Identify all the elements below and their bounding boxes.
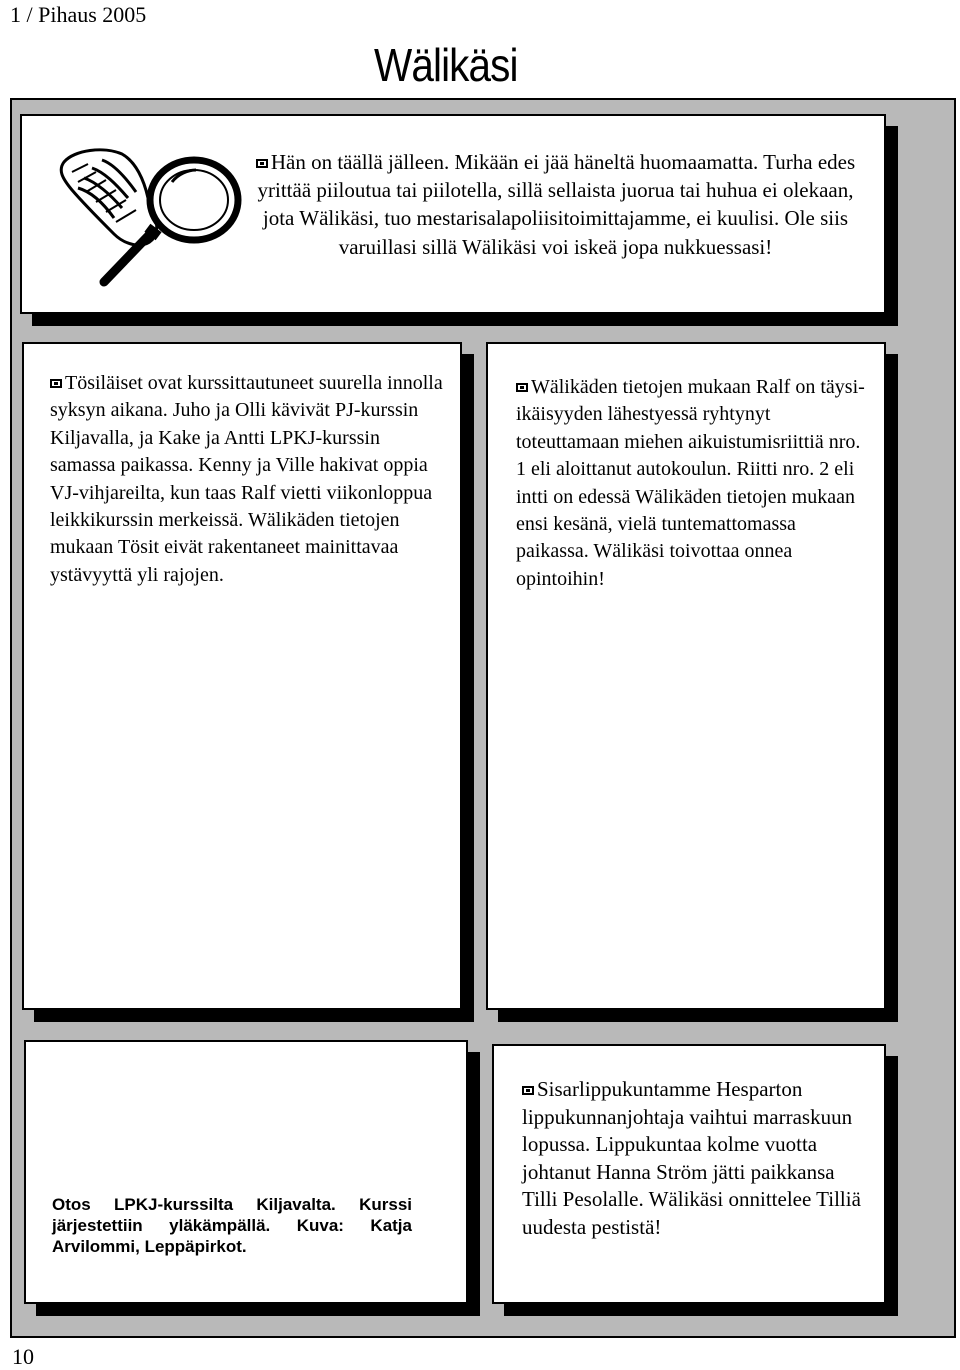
square-bullet-icon	[516, 383, 528, 392]
issue-label: 1 / Pihaus 2005	[10, 2, 147, 27]
square-bullet-icon	[50, 379, 62, 388]
square-bullet-icon	[256, 159, 268, 168]
hesparto-text: Sisarlippukuntamme Hesparton lippukunnanjohtaja vaihtui marraskuun lopussa. Lippukuntaa kolme vuotta johtanut Hanna Ström jätti paikkansa Tilli Pesolalle. Wälikäsi onnittelee Tilliä uudesta pestistä!	[522, 1077, 861, 1239]
page-number: 10	[12, 1344, 34, 1369]
hand-magnifier-icon	[44, 132, 254, 292]
photo-box	[24, 1040, 468, 1304]
ralf-text: Wälikäden tietojen mukaan Ralf on täysi-ikäisyyden lähestyessä ryhtynyt toteuttamaan miehen aikuistumisriittiä nro. 1 eli aloittanut autokoulun. Riitti nro. 2 eli intti on edessä Wälikäden tietojen mukaan ensi kesänä, vielä tuntemattomassa paikassa. Wälikäsi toivottaa onnea opintoihin!	[516, 376, 865, 590]
intro-box	[20, 114, 886, 314]
photo-caption: Otos LPKJ-kurssilta Kiljavalta. Kurssi järjestettiin yläkämpällä. Kuva: Katja Arvilommi, Leppäpirkot.	[52, 1195, 412, 1256]
page-title: Wälikäsi	[374, 39, 518, 91]
intro-text: Hän on täällä jälleen. Mikään ei jää häneltä huomaamatta. Turha edes yrittää piiloutua tai piilotella, sillä sellaista juorua tai huhua ei olekaan, jota Wälikäsi, tuo mestarisalapoliisitoimittajamme, ei kuulisi. Ole siis varuillasi sillä Wälikäsi voi iskeä jopa nukkuessasi!	[257, 150, 856, 259]
square-bullet-icon	[522, 1086, 534, 1095]
ralf-box	[486, 342, 886, 1010]
hesparto-box	[492, 1044, 886, 1304]
tosit-box	[22, 342, 462, 1010]
tosit-text: Tösiläiset ovat kurssittautuneet suurella innolla syksyn aikana. Juho ja Olli kävivät PJ-kurssin Kiljavalla, ja Kake ja Antti LPKJ-kurssin samassa paikassa. Kenny ja Ville hakivat oppia VJ-vihjareilta, kun taas Ralf vietti viikonloppua leikkikurssin merkeissä. Wälikäden tietojen mukaan Tösit eivät rakentaneet mainittavaa ystävyyttä yli rajojen.	[50, 372, 443, 586]
